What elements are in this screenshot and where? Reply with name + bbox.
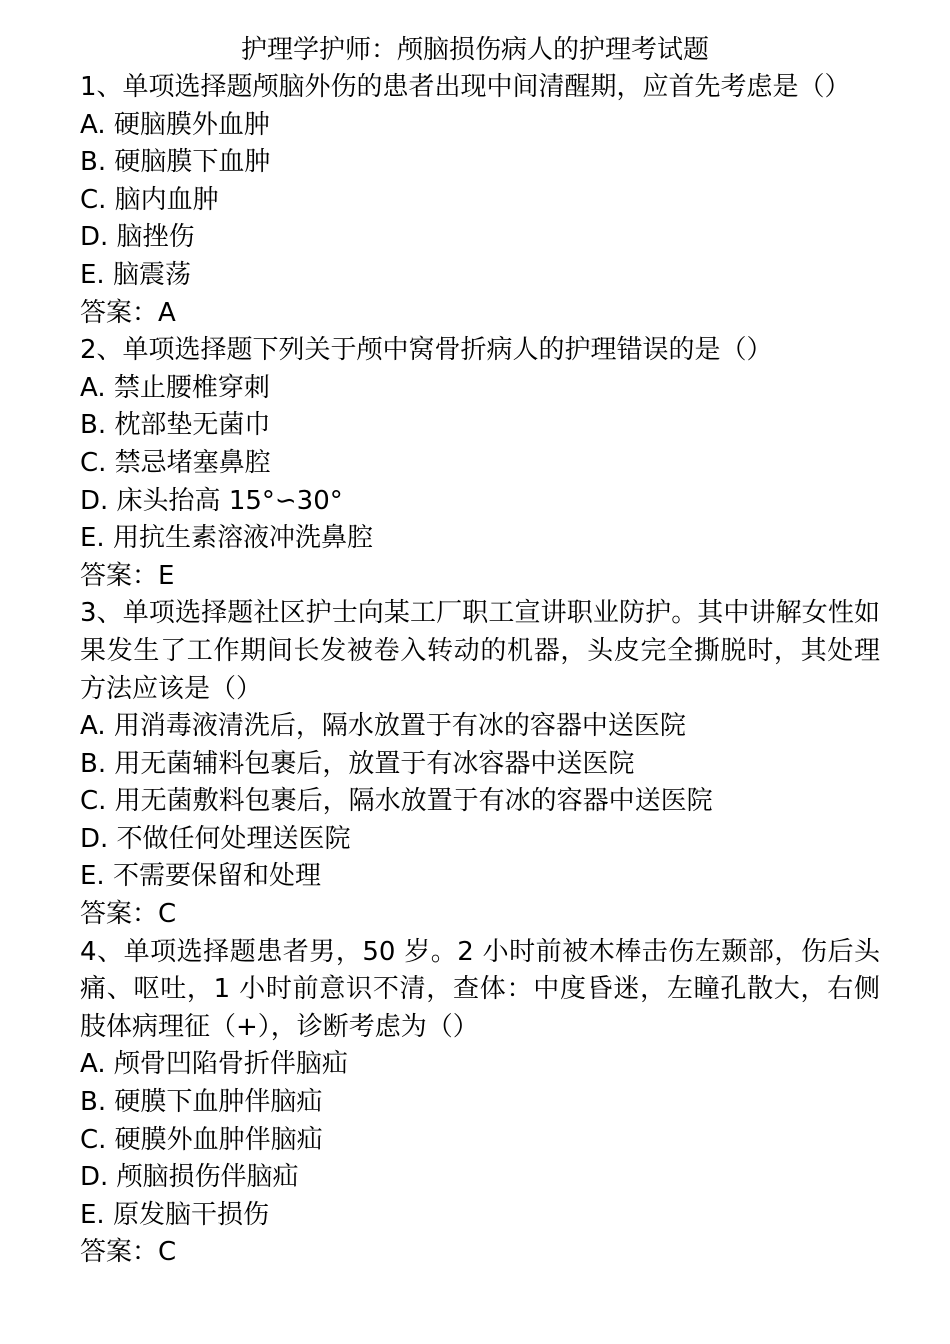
option-2b: B. 枕部垫无菌巾 (80, 410, 271, 441)
option-3c: C. 用无菌敷料包裹后，隔水放置于有冰的容器中送医院 (80, 786, 713, 817)
question-stem-4: 4、单项选择题患者男，50 岁。2 小时前被木棒击伤左颞部，伤后头痛、呕吐，1 小时前意识不清，查体：中度昏迷，左瞳孔散大，右侧肢体病理征（+），诊断考虑为（） (80, 936, 880, 1042)
option-4b: B. 硬膜下血肿伴脑疝 (80, 1087, 323, 1118)
question-block-2 (80, 332, 880, 595)
answer-3: 答案：C (80, 899, 177, 930)
answer-1: 答案：A (80, 297, 176, 328)
question-stem-2: 2、单项选择题下列关于颅中窝骨折病人的护理错误的是（） (80, 335, 773, 366)
option-4a: A. 颅骨凹陷骨折伴脑疝 (80, 1049, 348, 1080)
option-2e: E. 用抗生素溶液冲洗鼻腔 (80, 523, 373, 554)
option-1a: A. 硬脑膜外血肿 (80, 109, 270, 140)
question-block-4 (80, 934, 880, 1272)
option-3b: B. 用无菌辅料包裹后，放置于有冰容器中送医院 (80, 748, 635, 779)
option-4c: C. 硬膜外血肿伴脑疝 (80, 1124, 323, 1155)
option-3d: D. 不做任何处理送医院 (80, 823, 351, 854)
option-4e: E. 原发脑干损伤 (80, 1199, 269, 1230)
option-1e: E. 脑震荡 (80, 259, 191, 290)
document-title: 护理学护师：颅脑损伤病人的护理考试题 (240, 35, 709, 65)
option-3a: A. 用消毒液清洗后，隔水放置于有冰的容器中送医院 (80, 711, 686, 742)
question-block-1 (80, 69, 880, 332)
question-stem-1: 1、单项选择题颅脑外伤的患者出现中间清醒期，应首先考虑是（） (80, 72, 851, 102)
option-4d: D. 颅脑损伤伴脑疝 (80, 1162, 299, 1193)
answer-4: 答案：C (80, 1237, 177, 1268)
question-block-3 (80, 595, 880, 933)
option-2c: C. 禁忌堵塞鼻腔 (80, 447, 271, 478)
answer-2: 答案：E (80, 560, 175, 591)
option-2d: D. 床头抬高 15°∽30° (80, 485, 343, 516)
question-stem-3: 3、单项选择题社区护士向某工厂职工宣讲职业防护。其中讲解女性如果发生了工作期间长发被卷入转动的机器，头皮完全撕脱时，其处理方法应该是（） (80, 598, 880, 704)
option-1d: D. 脑挫伤 (80, 222, 195, 253)
option-1c: C. 脑内血肿 (80, 184, 219, 215)
option-1b: B. 硬脑膜下血肿 (80, 147, 271, 178)
option-2a: A. 禁止腰椎穿刺 (80, 372, 270, 403)
document-body (80, 69, 880, 1272)
option-3e: E. 不需要保留和处理 (80, 861, 321, 892)
